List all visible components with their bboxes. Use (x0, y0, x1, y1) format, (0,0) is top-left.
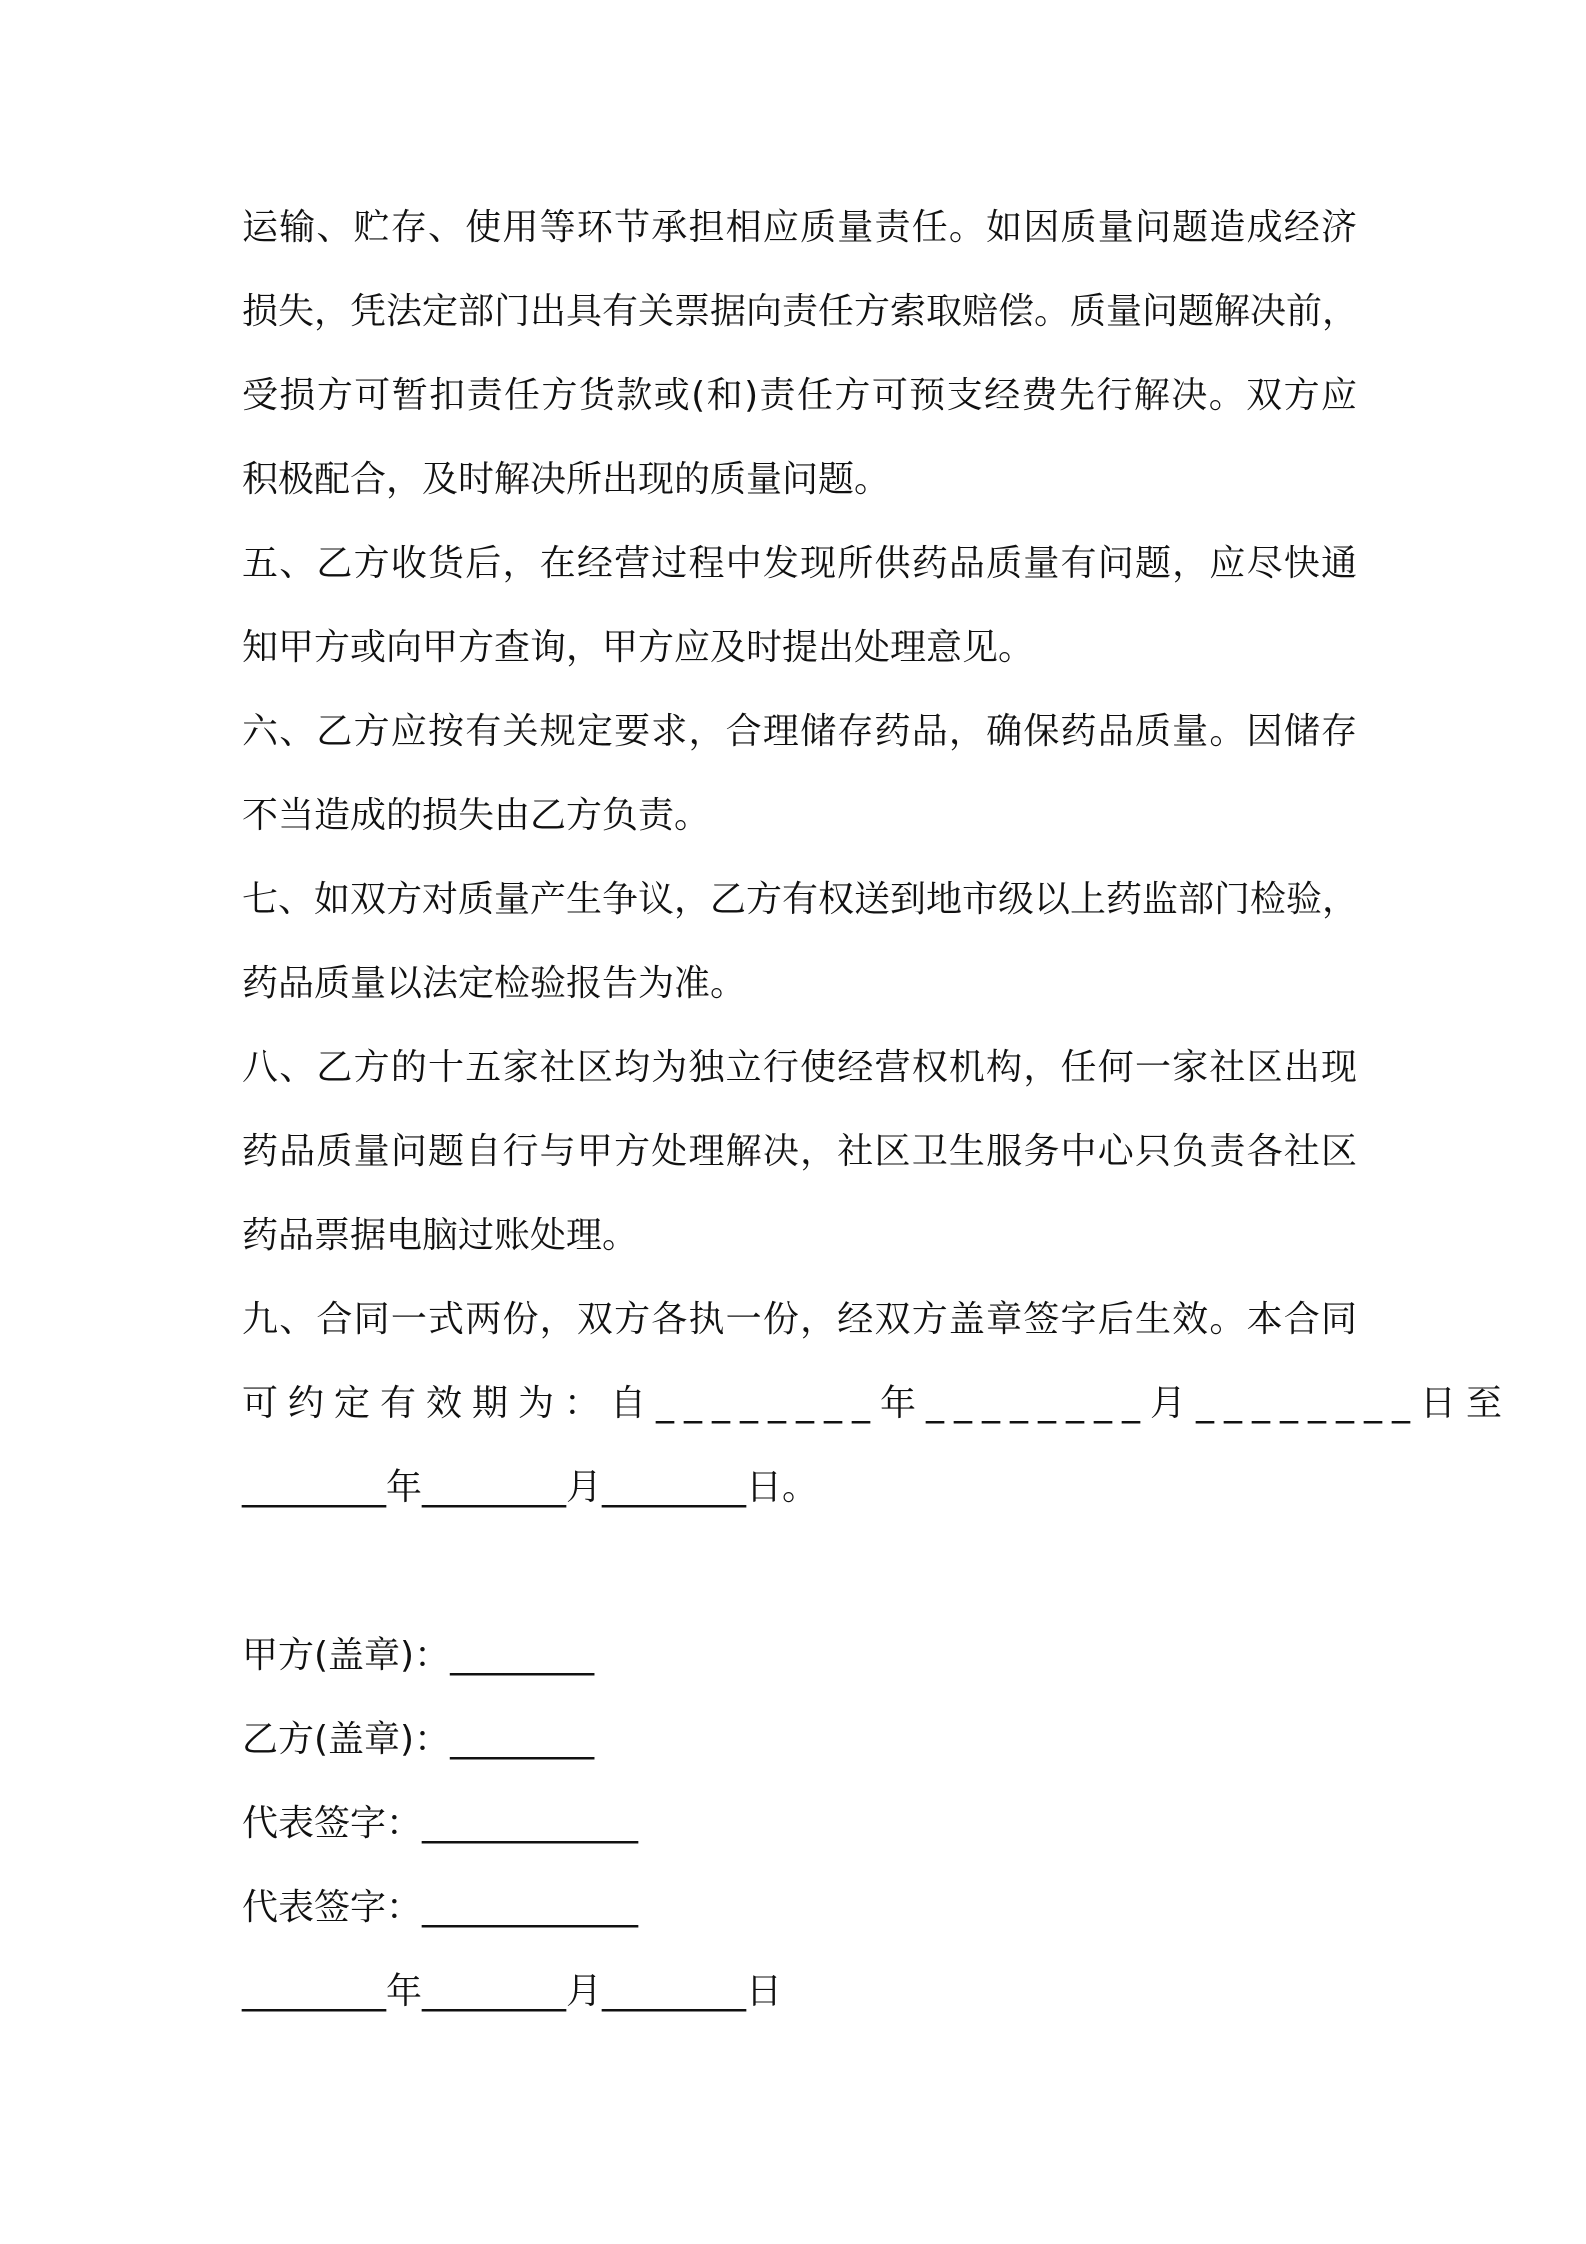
clause-six-line-2: 不当造成的损失由乙方负责。 (242, 795, 711, 836)
clause-seven-line-1: 七、如双方对质量产生争议，乙方有权送到地市级以上药监部门检验， (242, 879, 1359, 920)
clause-nine-line-3: ________年________月________日。 (242, 1467, 818, 1508)
clause-eight-line-1: 八、乙方的十五家社区均为独立行使经营权机构，任何一家社区出现 (242, 1047, 1357, 1088)
party-b-seal-line: 乙方(盖章)：________ (242, 1719, 595, 1760)
clause-four-line-2: 损失，凭法定部门出具有关票据向责任方索取赔偿。质量问题解决前， (242, 291, 1359, 332)
clause-five-line-2: 知甲方或向甲方查询，甲方应及时提出处理意见。 (242, 627, 1035, 668)
representative-signature-line-1: 代表签字：____________ (242, 1803, 639, 1844)
clause-four-line-3: 受损方可暂扣责任方货款或(和)责任方可预支经费先行解决。双方应 (242, 375, 1357, 416)
clause-four-line-4: 积极配合，及时解决所出现的质量问题。 (242, 459, 891, 500)
clause-eight-line-3: 药品票据电脑过账处理。 (242, 1215, 639, 1256)
clause-six-line-1: 六、乙方应按有关规定要求，合理储存药品，确保药品质量。因储存 (242, 711, 1357, 752)
clause-nine-line-1: 九、合同一式两份，双方各执一份，经双方盖章签字后生效。本合同 (242, 1299, 1357, 1340)
clause-nine-line-2: 可约定有效期为：自________年________月________日至 (242, 1383, 1513, 1424)
signing-date-line: ________年________月________日 (242, 1971, 782, 2012)
party-a-seal-line: 甲方(盖章)：________ (242, 1635, 595, 1676)
clause-seven-line-2: 药品质量以法定检验报告为准。 (242, 963, 747, 1004)
clause-five-line-1: 五、乙方收货后，在经营过程中发现所供药品质量有问题，应尽快通 (242, 543, 1357, 584)
clause-eight-line-2: 药品质量问题自行与甲方处理解决，社区卫生服务中心只负责各社区 (242, 1131, 1357, 1172)
representative-signature-line-2: 代表签字：____________ (242, 1887, 639, 1928)
clause-four-line-1: 运输、贮存、使用等环节承担相应质量责任。如因质量问题造成经济 (242, 207, 1357, 248)
